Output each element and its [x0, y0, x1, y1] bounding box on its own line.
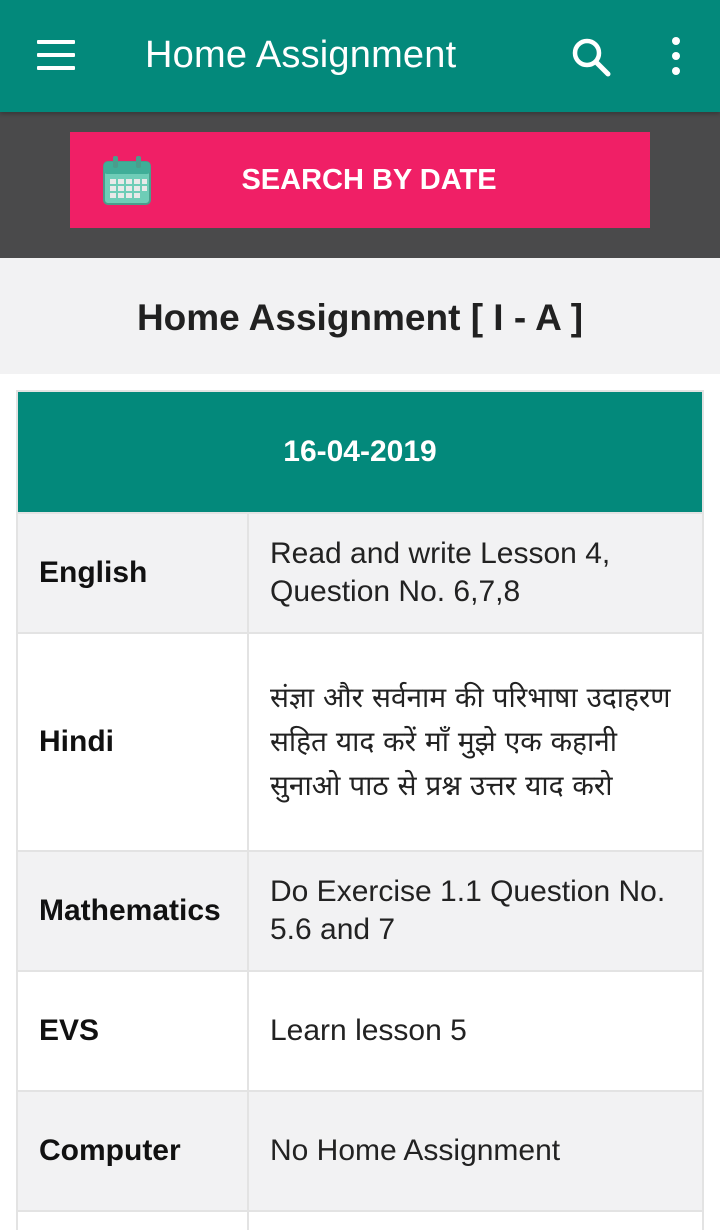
task-cell: Read and write Lesson 4, Question No. 6,7,8 — [270, 537, 611, 608]
table-row — [18, 1090, 702, 1210]
table-row — [18, 970, 702, 1090]
search-by-date-label: SEARCH BY DATE — [241, 164, 497, 196]
assignment-date: 16-04-2019 — [18, 392, 702, 512]
task-cell: संज्ञा और सर्वनाम की परिभाषा उदाहरण सहित याद करें माँ मुझे एक कहानी सुनाओ पाठ से प्रश्न उत्तर याद करो — [270, 681, 671, 802]
subject-cell: Computer — [18, 1092, 249, 1210]
page-title: Home Assignment [ I - A ] — [136, 297, 584, 338]
more-vertical-icon[interactable] — [666, 36, 686, 76]
subject-cell: Mathematics — [18, 852, 249, 970]
subject-cell: EVS — [18, 972, 249, 1090]
task-cell: No Home Assignment — [270, 1134, 561, 1167]
class-heading-band — [0, 258, 720, 374]
search-icon[interactable] — [570, 36, 612, 78]
subject-cell: English — [18, 514, 249, 632]
search-by-date-button[interactable] — [70, 132, 650, 228]
app-bar — [0, 0, 720, 112]
hamburger-menu-icon[interactable] — [37, 40, 75, 70]
task-cell — [249, 1212, 702, 1230]
table-row — [18, 1210, 702, 1230]
app-bar-title: Home Assignment — [145, 34, 457, 76]
task-cell: Learn lesson 5 — [270, 1014, 467, 1047]
subject-cell: Hindi — [18, 634, 249, 850]
table-row — [18, 512, 702, 632]
search-by-date-bar — [0, 112, 720, 258]
subject-cell — [18, 1212, 249, 1230]
table-row — [18, 850, 702, 970]
task-cell: Do Exercise 1.1 Question No. 5.6 and 7 — [270, 875, 666, 946]
assignment-table — [16, 390, 704, 1230]
table-row — [18, 632, 702, 850]
